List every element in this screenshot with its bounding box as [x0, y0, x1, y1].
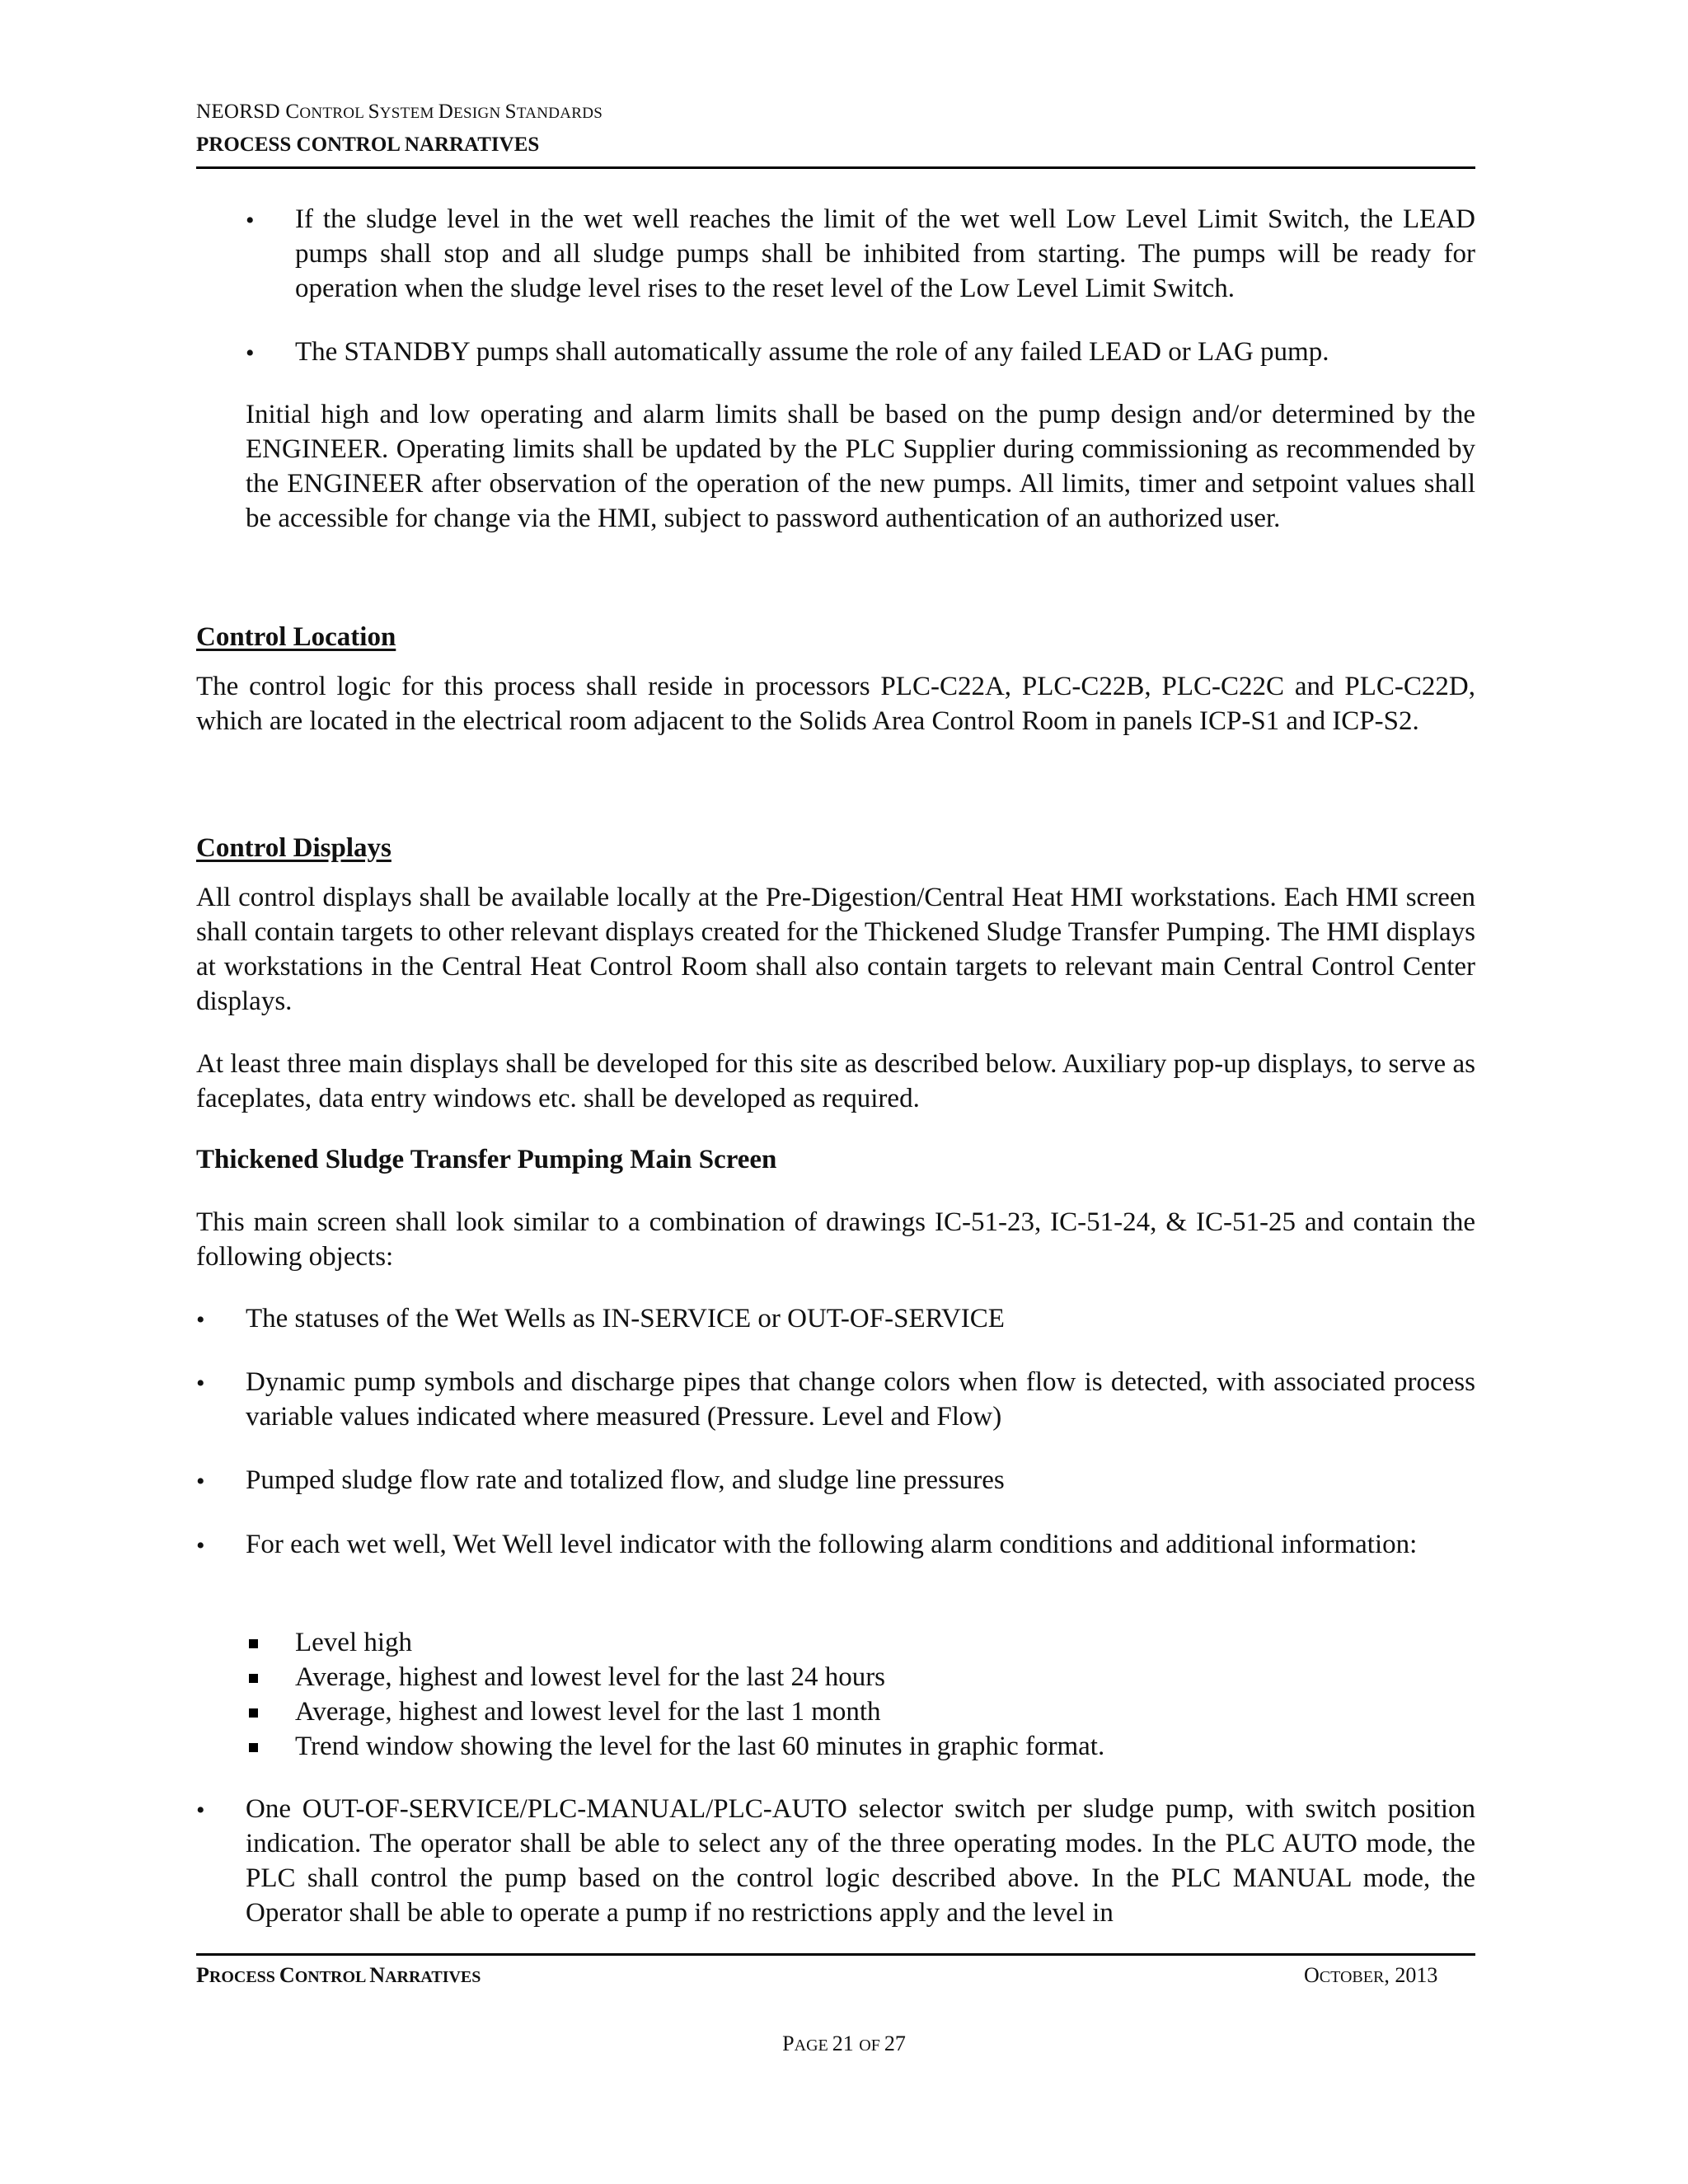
square-bullet-icon	[249, 1708, 258, 1718]
bullet-low-level-limit: If the sludge level in the wet well reaches the limit of the wet well Low Level Limit Switch, the LEAD pumps shall stop and all sludge pumps shall be inhibited from starting. The pumps will be ready for operation when the sludge level rises to the reset level of the Low Level Limit Switch.	[295, 204, 1475, 303]
square-bullet-icon	[249, 1674, 258, 1683]
main-screen-bullet-level-indicator: For each wet well, Wet Well level indicator with the following alarm conditions and additional information:	[246, 1530, 1418, 1559]
bullet-icon: •	[196, 1797, 205, 1824]
bullet-icon: •	[196, 1370, 205, 1397]
header-divider	[196, 166, 1475, 169]
main-screen-bullet-flow-rate: Pumped sludge flow rate and totalized flow, and sludge line pressures	[246, 1465, 1005, 1495]
square-bullet-icon	[249, 1639, 258, 1648]
page-header	[196, 97, 1475, 162]
main-screen-bullet-wet-wells: The statuses of the Wet Wells as IN-SERVICE or OUT-OF-SERVICE	[246, 1304, 1005, 1333]
bullet-icon: •	[196, 1468, 205, 1495]
main-screen-heading: Thickened Sludge Transfer Pumping Main Screen	[196, 1145, 777, 1174]
sub-item-1-month: Average, highest and lowest level for the last 1 month	[295, 1697, 881, 1727]
bullet-icon: •	[196, 1306, 205, 1333]
control-location-heading: Control Location	[196, 622, 396, 652]
header-section-title: PROCESS CONTROL NARRATIVES	[196, 134, 540, 156]
page-number: PAGE 21 OF 27	[782, 2032, 906, 2055]
main-screen-intro: This main screen shall look similar to a combination of drawings IC-51-23, IC-51-24, & IC-51-25 and contain the following objects:	[196, 1207, 1475, 1272]
main-screen-bullet-pump-symbols: Dynamic pump symbols and discharge pipes that change colors when flow is detected, with associated process variable values indicated where measured (Pressure. Level and Flow)	[246, 1367, 1475, 1432]
header-org-title: NEORSD CONTROL SYSTEM DESIGN STANDARDS	[196, 101, 603, 123]
main-screen-bullet-selector-switch: One OUT-OF-SERVICE/PLC-MANUAL/PLC-AUTO selector switch per sludge pump, with switch position indication. The operator shall be able to select any of the three operating modes. In the PLC AUTO mode, the PLC shall control the pump based on the control logic described above. In the PLC MANUAL mode, the Operator shall be able to operate a pump if no restrictions apply and the level in	[246, 1794, 1475, 1928]
bullet-icon: •	[246, 207, 255, 234]
footer-date: OCTOBER, 2013	[1304, 1963, 1438, 1987]
footer-divider	[196, 1953, 1475, 1956]
square-bullet-icon	[249, 1743, 258, 1752]
control-location-text: The control logic for this process shall reside in processors PLC-C22A, PLC-C22B, PLC-C22C and PLC-C22D, which are located in the electrical room adjacent to the Solids Area Control Room in panels ICP-S1 and ICP-S2.	[196, 672, 1475, 736]
sub-item-level-high: Level high	[295, 1628, 413, 1657]
sub-item-24-hours: Average, highest and lowest level for the last 24 hours	[295, 1662, 886, 1692]
bullet-standby-pumps: The STANDBY pumps shall automatically assume the role of any failed LEAD or LAG pump.	[295, 337, 1329, 367]
bullet-icon: •	[246, 340, 255, 367]
limits-paragraph: Initial high and low operating and alarm limits shall be based on the pump design and/or determined by the ENGINEER. Operating limits shall be updated by the PLC Supplier during commissioning as recommended by the ENGINEER after observation of the operation of the new pumps. All limits, timer and setpoint values shall be accessible for change via the HMI, subject to password authentication of an authorized user.	[246, 400, 1475, 533]
control-displays-heading: Control Displays	[196, 833, 392, 863]
control-displays-paragraph-1: All control displays shall be available locally at the Pre-Digestion/Central Heat HMI workstations. Each HMI screen shall contain targets to other relevant displays created for the Thickened Sludge Transfer Pumping. The HMI displays at workstations in the Central Heat Control Room shall also contain targets to relevant main Central Control Center displays.	[196, 883, 1475, 1016]
control-displays-paragraph-2: At least three main displays shall be developed for this site as described below. Auxiliary pop-up displays, to serve as faceplates, data entry windows etc. shall be developed as required.	[196, 1049, 1475, 1113]
sub-item-trend-window: Trend window showing the level for the last 60 minutes in graphic format.	[295, 1732, 1105, 1761]
bullet-icon: •	[196, 1532, 205, 1559]
footer-section-title: PROCESS CONTROL NARRATIVES	[196, 1963, 481, 1987]
